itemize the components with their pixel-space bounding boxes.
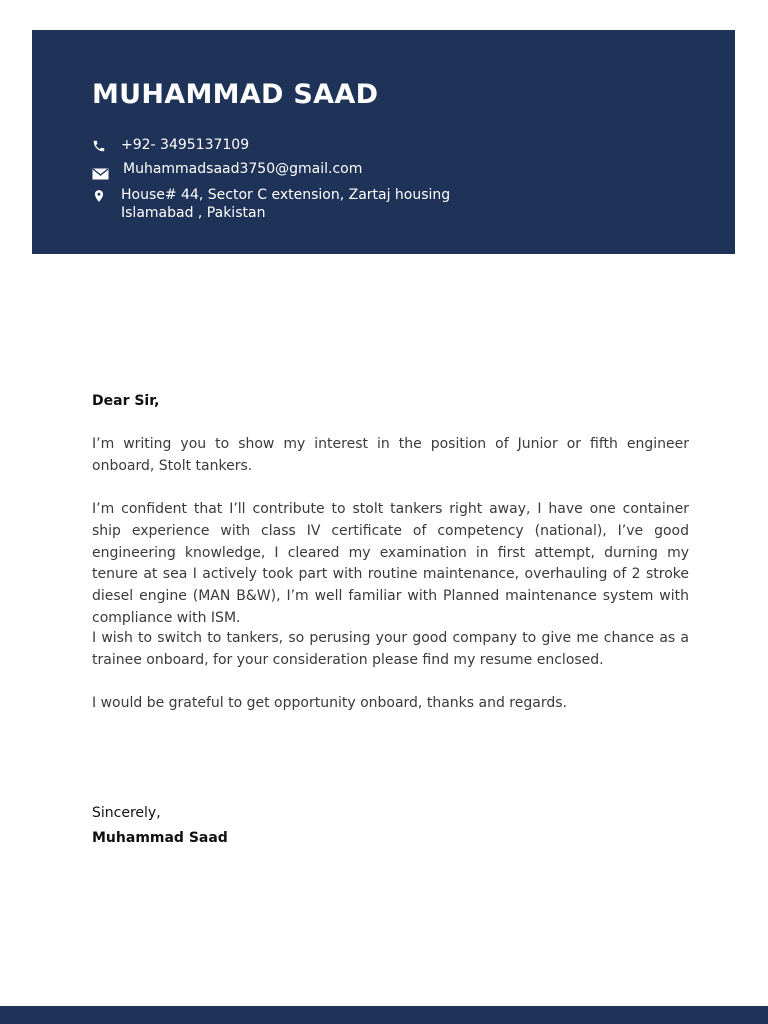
salutation: Dear Sir,: [92, 393, 160, 409]
applicant-name: MUHAMMAD SAAD: [92, 79, 379, 110]
postal-address: House# 44, Sector C extension, Zartaj housing Islamabad , Pakistan: [121, 187, 451, 221]
letter-paragraph: I wish to switch to tankers, so perusing your good company to give me chance as a trainee onboard, for your consideration please find my resume enclosed.: [92, 630, 689, 668]
closing: Sincerely,: [92, 805, 161, 821]
phone-number: +92- 3495137109: [121, 137, 250, 153]
envelope-icon: [92, 167, 110, 181]
signature-name: Muhammad Saad: [92, 830, 228, 846]
letter-paragraph: I’m writing you to show my interest in the position of Junior or fifth engineer onboard, Stolt tankers.: [92, 436, 689, 474]
location-pin-icon: [92, 189, 110, 203]
header-banner: [32, 30, 735, 254]
phone-icon: [92, 139, 110, 153]
footer-bar: [0, 1006, 768, 1024]
letter-paragraph: I’m confident that I’ll contribute to stolt tankers right away, I have one container ship experience with class IV certificate of competency (national), I’ve good engineering knowledge, I cleared my examination in first attempt, durning my tenure at sea I actively took part with routine maintenance, overhauling of 2 stroke diesel engine (MAN B&W), I’m well familiar with Planned maintenance system with compliance with ISM.: [92, 501, 689, 626]
email-address: Muhammadsaad3750@gmail.com: [123, 161, 363, 177]
letter-paragraph: I would be grateful to get opportunity onboard, thanks and regards.: [92, 695, 567, 711]
